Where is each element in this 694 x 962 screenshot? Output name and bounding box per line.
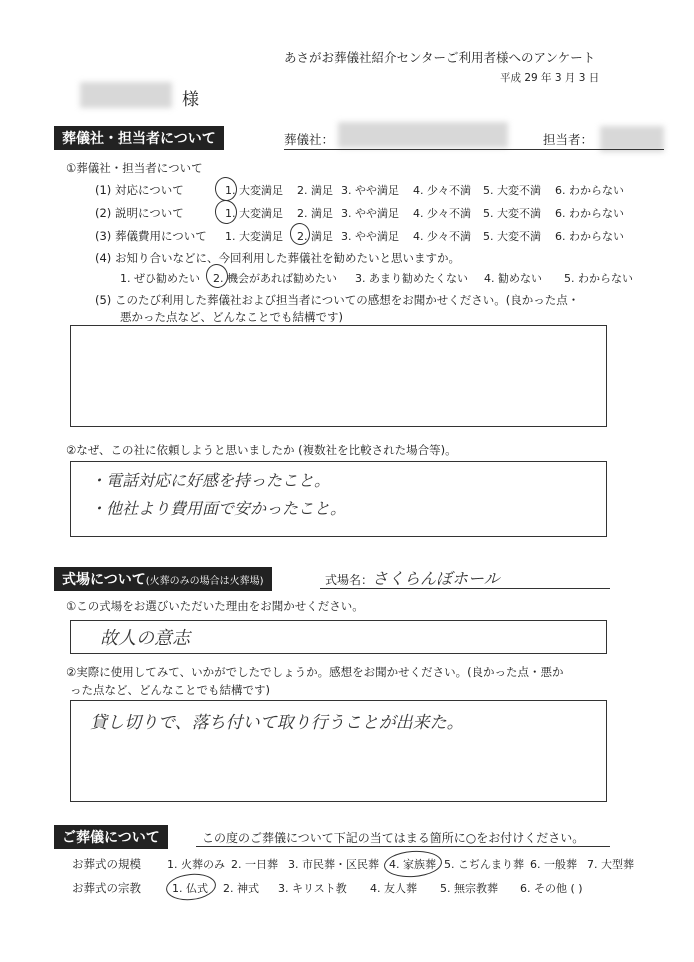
row2-opt1: 1. 大変満足 xyxy=(225,207,283,220)
funeral-company-label: 葬儀社： xyxy=(284,132,335,147)
q5-answer-box xyxy=(70,325,607,427)
q4-opt2: 2. 機会があれば勧めたい xyxy=(213,272,337,285)
row2-opt5: 5. 大変不満 xyxy=(483,207,541,220)
scale-opt3: 3. 市民葬・区民葬 xyxy=(288,858,379,871)
scale-opt5: 5. こぢんまり葬 xyxy=(444,858,524,871)
row2-opt6: 6. わからない xyxy=(555,207,624,220)
venue-q2-answer: 貸し切りで、落ち付いて取り行うことが出来た。 xyxy=(90,713,464,733)
religion-label: お葬式の宗教 xyxy=(72,881,141,895)
row3-opt5: 5. 大変不満 xyxy=(483,230,541,243)
row3-opt1: 1. 大変満足 xyxy=(225,230,283,243)
q2-text: ②なぜ、この社に依頼しようと思いましたか (複数社を比較された場合等)。 xyxy=(66,443,457,457)
section-heading-funeral: ご葬儀について xyxy=(54,825,168,849)
venue-q1-answer: 故人の意志 xyxy=(100,628,190,649)
row1-opt2: 2. 満足 xyxy=(297,184,333,197)
row1-opt5: 5. 大変不満 xyxy=(483,184,541,197)
section3-underline xyxy=(196,846,610,847)
q5-text-line2: 悪かった点など、どんなことでも結構です) xyxy=(120,310,343,324)
staff-label: 担当者： xyxy=(543,132,594,147)
row3-label: (3) 葬儀費用について xyxy=(95,229,207,243)
section1-underline xyxy=(284,149,664,150)
customer-name-redacted xyxy=(80,82,172,108)
scale-opt1: 1. 火葬のみ xyxy=(167,858,225,871)
row1-opt6: 6. わからない xyxy=(555,184,624,197)
venue-heading-sub: (火葬のみの場合は火葬場) xyxy=(145,576,264,587)
religion-opt2: 2. 神式 xyxy=(223,882,259,895)
section-heading-funeral-company: 葬儀社・担当者について xyxy=(54,126,224,150)
q4-opt4: 4. 勧めない xyxy=(484,272,542,285)
row1-opt3: 3. やや満足 xyxy=(341,184,399,197)
row2-opt4: 4. 少々不満 xyxy=(413,207,471,220)
q4-opt3: 3. あまり勧めたくない xyxy=(355,272,468,285)
q2-answer-line1: ・電話対応に好感を持ったこと。 xyxy=(90,471,331,490)
row1-opt1: 1. 大変満足 xyxy=(225,184,283,197)
venue-q1-text: ①この式場をお選びいただいた理由をお聞かせください。 xyxy=(66,599,364,613)
q2-answer-line2: ・他社より費用面で安かったこと。 xyxy=(90,499,347,518)
q4-opt5: 5. わからない xyxy=(564,272,633,285)
row1-label: (1) 対応について xyxy=(95,183,184,197)
survey-title: あさがお葬儀社紹介センターご利用者様へのアンケート xyxy=(284,50,596,65)
row3-opt6: 6. わからない xyxy=(555,230,624,243)
row1-opt4: 4. 少々不満 xyxy=(413,184,471,197)
venue-heading-text: 式場について xyxy=(62,572,146,588)
religion-answer-circle xyxy=(165,871,217,902)
section-heading-venue xyxy=(54,567,272,591)
row2-label: (2) 説明について xyxy=(95,206,184,220)
venue-answer: さくらんぼホール xyxy=(372,569,500,588)
q4-text: (4) お知り合いなどに、今回利用した葬儀社を勧めたいと思いますか。 xyxy=(95,251,460,265)
row2-opt2: 2. 満足 xyxy=(297,207,333,220)
customer-suffix: 様 xyxy=(182,90,199,110)
scale-opt4: 4. 家族葬 xyxy=(389,858,436,871)
religion-opt3: 3. キリスト教 xyxy=(278,882,347,895)
religion-opt4: 4. 友人葬 xyxy=(370,882,417,895)
scale-opt2: 2. 一日葬 xyxy=(231,858,278,871)
religion-opt5: 5. 無宗教葬 xyxy=(440,882,498,895)
row3-opt2: 2. 満足 xyxy=(297,230,333,243)
row2-opt3: 3. やや満足 xyxy=(341,207,399,220)
religion-opt6: 6. その他 ( ) xyxy=(520,882,583,895)
row2-answer-circle xyxy=(213,198,239,225)
scale-answer-circle xyxy=(383,849,443,879)
q4-opt1: 1. ぜひ勧めたい xyxy=(120,272,200,285)
scale-label: お葬式の規模 xyxy=(72,857,141,871)
row1-answer-circle xyxy=(213,175,239,202)
q5-text-line1: (5) このたび利用した葬儀社および担当者についての感想をお聞かせください。(良かった点・ xyxy=(95,293,580,307)
scale-opt6: 6. 一般葬 xyxy=(530,858,577,871)
row3-opt3: 3. やや満足 xyxy=(341,230,399,243)
venue-underline xyxy=(320,588,610,589)
religion-opt1: 1. 仏式 xyxy=(172,882,208,895)
q1-title: ①葬儀社・担当者について xyxy=(66,161,203,175)
venue-q2-text-line2: った点など、どんなことでも結構です) xyxy=(70,683,270,697)
venue-q2-text-line1: ②実際に使用してみて、いかがでしたでしょうか。感想をお聞かせください。(良かった点・悪か xyxy=(66,665,564,679)
funeral-instruction: この度のご葬儀について下記の当てはまる箇所に○をお付けください。 xyxy=(202,831,585,845)
row3-opt4: 4. 少々不満 xyxy=(413,230,471,243)
venue-label: 式場名： xyxy=(325,573,374,587)
funeral-company-redacted xyxy=(338,122,508,148)
scale-opt7: 7. 大型葬 xyxy=(587,858,634,871)
survey-date: 平成 29 年 3 月 3 日 xyxy=(500,72,600,84)
